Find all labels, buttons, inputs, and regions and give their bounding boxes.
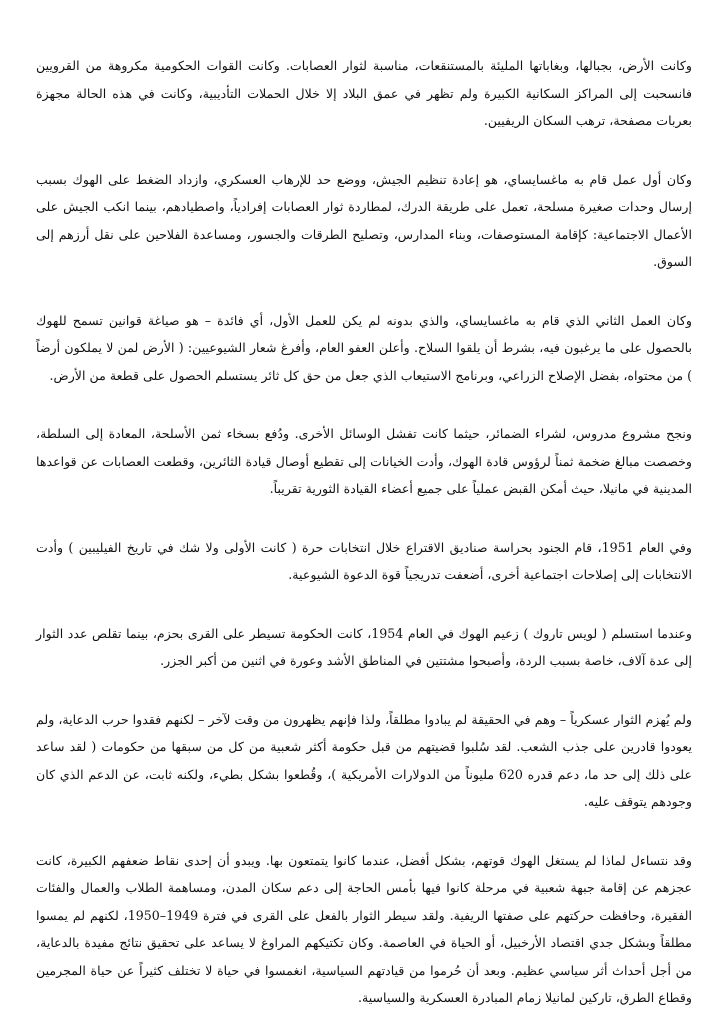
- paragraph-7: ولم يُهزم الثوار عسكرياً – وهم في الحقيقة لم يبادوا مطلقاً، ولذا فإنهم يظهرون من وقت لآخر – لكنهم فقدوا حرب الدعاية، ولم يعودوا قادرين على جذب الشعب. لقد سُلبوا قضيتهم من قبل حكومة أكثر شعبية من كل من سبقها من حكومات ( لقد ساعد على ذلك إلى حد ما، دعم قدره 620 مليوناً من الدولارات الأمريكية )، وقُطعوا بشكل بطيء، ولكنه ثابت، عن الدعم الذي كان وجودهم يتوقف عليه.: [36, 711, 692, 809]
- paragraph-3: وكان العمل الثاني الذي قام به ماغسايساي، والذي بدونه لم يكن للعمل الأول، أي فائدة – هو صياغة قوانين تسمح للهوك بالحصول على ما يرغبون فيه، بشرط أن يلقوا السلاح. وأعلن العفو العام، وأفرغ شعار الشيوعيين: ( الأرض لمن لا يملكون أرضاً ) من محتواه، بفضل الإصلاح الزراعي، وبرنامج الاستيعاب الذي جعل من حق كل ثائر يستسلم الحصول على قطعة من الأرض.: [36, 312, 692, 383]
- paragraph-5: وفي العام 1951، قام الجنود بحراسة صناديق الاقتراع خلال انتخابات حرة ( كانت الأولى ولا شك في تاريخ الفيليبين ) وأدت الانتخابات إلى إصلاحات اجتماعية أخرى، أضعفت تدريجياً قوة الدعوة الشيوعية.: [36, 539, 692, 582]
- paragraph-1: وكانت الأرض، بجبالها، وبغاباتها المليئة بالمستنقعات، مناسبة لثوار العصابات. وكانت القوات الحكومية مكروهة من القرويين فانسحبت إلى المراكز السكانية الكبيرة ولم تظهر في عمق البلاد إلا خلال الحملات التأديبية، وكانت في هذه الحالة مجهزة بعربات مصفحة، ترهب السكان الريفيين.: [36, 58, 692, 128]
- paragraph-4: ونجح مشروع مدروس، لشراء الضمائر، حيثما كانت تفشل الوسائل الأخرى. ودُفع بسخاء ثمن الأسلحة، المعادة إلى السلطة، وخصصت مبالغ ضخمة ثمناً لرؤوس قادة الهوك، وأدت الخيانات إلى تقطيع أوصال قيادة الثائرين، وقطعت العصابات عن قواعدها المدينية في مانيلا، حيث أمكن القبض عملياً على جميع أعضاء القيادة الثورية تقريباً.: [36, 426, 692, 496]
- paragraph-2: وكان أول عمل قام به ماغسايساي، هو إعادة تنظيم الجيش، ووضع حد للإرهاب العسكري، وازداد الضغط على الهوك بسبب إرسال وحدات صغيرة مسلحة، تعمل على طريقة الدرك، لمطاردة ثوار العصابات إفرادياً، واصطيادهم، بينما انكب الجيش على الأعمال الاجتماعية: كإقامة المستوصفات، وبناء المدارس، وتصليح الطرقات والجسور، ومساعدة الفلاحين على نقل أرزهم إلى السوق.: [36, 171, 692, 269]
- paragraph-8: وقد نتساءل لماذا لم يستغل الهوك قوتهم، بشكل أفضل، عندما كانوا يتمتعون بها. ويبدو أن إحدى نقاط ضعفهم الكبيرة، كانت عجزهم عن إقامة جبهة شعبية في مرحلة كانوا فيها بأمس الحاجة إلى دعم سكان المدن، ومساهمة الطلاب والعمال والفئات الفقيرة، وحافظت حركتهم على صفتها الريفية. ولقد سيطر الثوار بالفعل على القرى في فترة 1949–1950، لكنهم لم يمسوا مطلقاً وبشكل جدي اقتصاد الأرخبيل، أو الحياة في العاصمة. وكان تكتيكهم المراوغ لا يساعد على تحقيق نتائج مفيدة بالدعاية، من أجل أحداث أثر سياسي عظيم. وبعد أن حُرموا من قيادتهم السياسية، انغمسوا في حياة لا تختلف كثيراً عن حياة المجرمين وقطاع الطرق، تاركين لمانيلا زمام المبادرة العسكرية والسياسية.: [36, 852, 692, 1005]
- paragraph-6: وعندما استسلم ( لويس تاروك ) زعيم الهوك في العام 1954، كانت الحكومة تسيطر على القرى بحزم، بينما تقلص عدد الثوار إلى عدة آلاف، خاصة بسبب الردة، وأصبحوا مشتتين في المناطق الأشد وعورة في اثنين من أكبر الجزر.: [36, 625, 692, 668]
